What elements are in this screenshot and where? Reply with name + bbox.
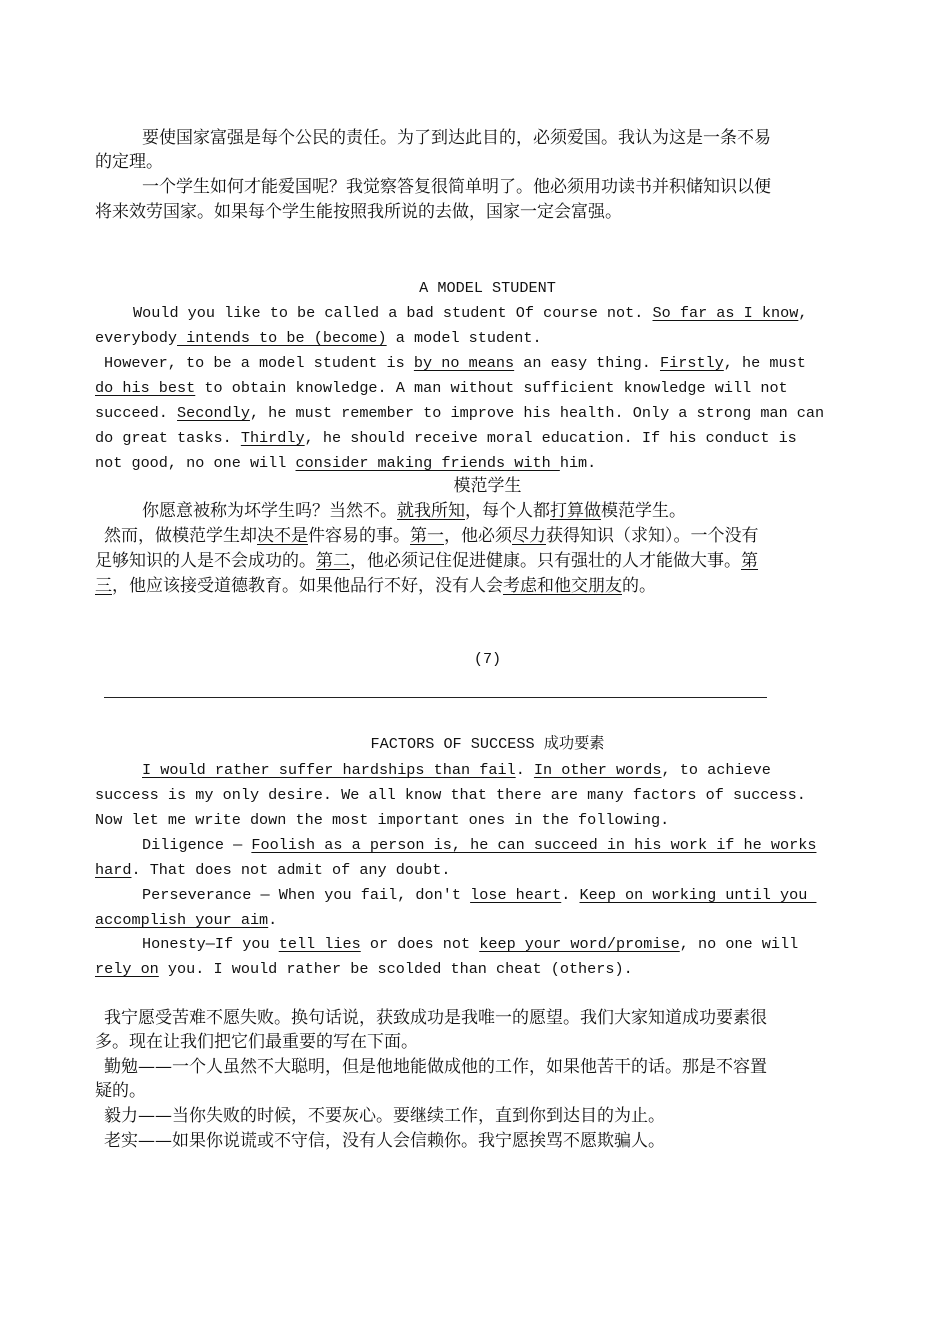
factors-zh-line-6: 老实——如果你说谎或不守信，没有人会信赖你。我宁愿挨骂不愿欺骗人。 (104, 1131, 665, 1151)
model-zh-title: 模范学生 (453, 476, 522, 496)
factors-zh-line-2: 多。现在让我们把它们最重要的写在下面。 (95, 1032, 418, 1052)
intro-line-1: 要使国家富强是每个公民的责任。为了到达此目的，必须爱国。我认为这是一条不易 (142, 128, 771, 148)
intro-line-3: 一个学生如何才能爱国呢？我觉察答复很简单明了。他必须用功读书并积储知识以便 (142, 177, 771, 197)
factors-en-line-3: Now let me write down the most important ones in the following. (95, 811, 670, 829)
factors-en-line-1: I would rather suffer hardships than fail. In other words, to achieve (142, 761, 771, 779)
model-en-line-2: everybody intends to be (become) a model student. (95, 329, 542, 347)
model-zh-line-2: 然而，做模范学生却决不是件容易的事。第一，他必须尽力获得知识（求知）。一个没有 (104, 526, 759, 546)
factors-en-line-6: Perseverance — When you fail, don't lose heart. Keep on working until you (142, 886, 817, 904)
model-en-line-5: succeed. Secondly, he must remember to improve his health. Only a strong man can (95, 404, 825, 422)
model-en-line-7: not good, no one will consider making friends with him. (95, 454, 597, 472)
model-en-line-4: do his best to obtain knowledge. A man without sufficient knowledge will not (95, 379, 788, 397)
factors-en-line-2: success is my only desire. We all know that there are many factors of success. (95, 786, 806, 804)
factors-en-line-7: accomplish your aim. (95, 911, 278, 929)
factors-title: FACTORS OF SUCCESS 成功要素 (370, 735, 605, 753)
factors-en-line-5: hard. That does not admit of any doubt. (95, 861, 451, 879)
factors-zh-line-4: 疑的。 (95, 1081, 146, 1101)
model-en-line-3: However, to be a model student is by no means an easy thing. Firstly, he must (104, 354, 806, 372)
model-zh-line-3: 足够知识的人是不会成功的。第二，他必须记住促进健康。只有强壮的人才能做大事。第 (95, 551, 758, 571)
page-divider (104, 697, 767, 698)
model-zh-line-1: 你愿意被称为坏学生吗？当然不。就我所知，每个人都打算做模范学生。 (142, 501, 686, 521)
page-number: (7) (473, 650, 502, 668)
intro-line-4: 将来效劳国家。如果每个学生能按照我所说的去做，国家一定会富强。 (95, 202, 622, 222)
model-title: A MODEL STUDENT (419, 279, 556, 297)
factors-zh-line-1: 我宁愿受苦难不愿失败。换句话说，获致成功是我唯一的愿望。我们大家知道成功要素很 (104, 1008, 767, 1028)
factors-en-line-8: Honesty—If you tell lies or does not keep your word/promise, no one will (142, 935, 799, 953)
model-en-line-1: Would you like to be called a bad student Of course not. So far as I know, (133, 304, 808, 322)
factors-en-line-4: Diligence — Foolish as a person is, he can succeed in his work if he works (142, 836, 817, 854)
intro-line-2: 的定理。 (95, 152, 163, 172)
factors-zh-line-3: 勤勉——一个人虽然不大聪明，但是他地能做成他的工作，如果他苦干的话。那是不容置 (104, 1057, 767, 1077)
factors-en-line-9: rely on you. I would rather be scolded than cheat (others). (95, 960, 633, 978)
model-en-line-6: do great tasks. Thirdly, he should receive moral education. If his conduct is (95, 429, 797, 447)
model-zh-line-4: 三，他应该接受道德教育。如果他品行不好，没有人会考虑和他交朋友的。 (95, 576, 656, 596)
factors-zh-line-5: 毅力——当你失败的时候，不要灰心。要继续工作，直到你到达目的为止。 (104, 1106, 665, 1126)
